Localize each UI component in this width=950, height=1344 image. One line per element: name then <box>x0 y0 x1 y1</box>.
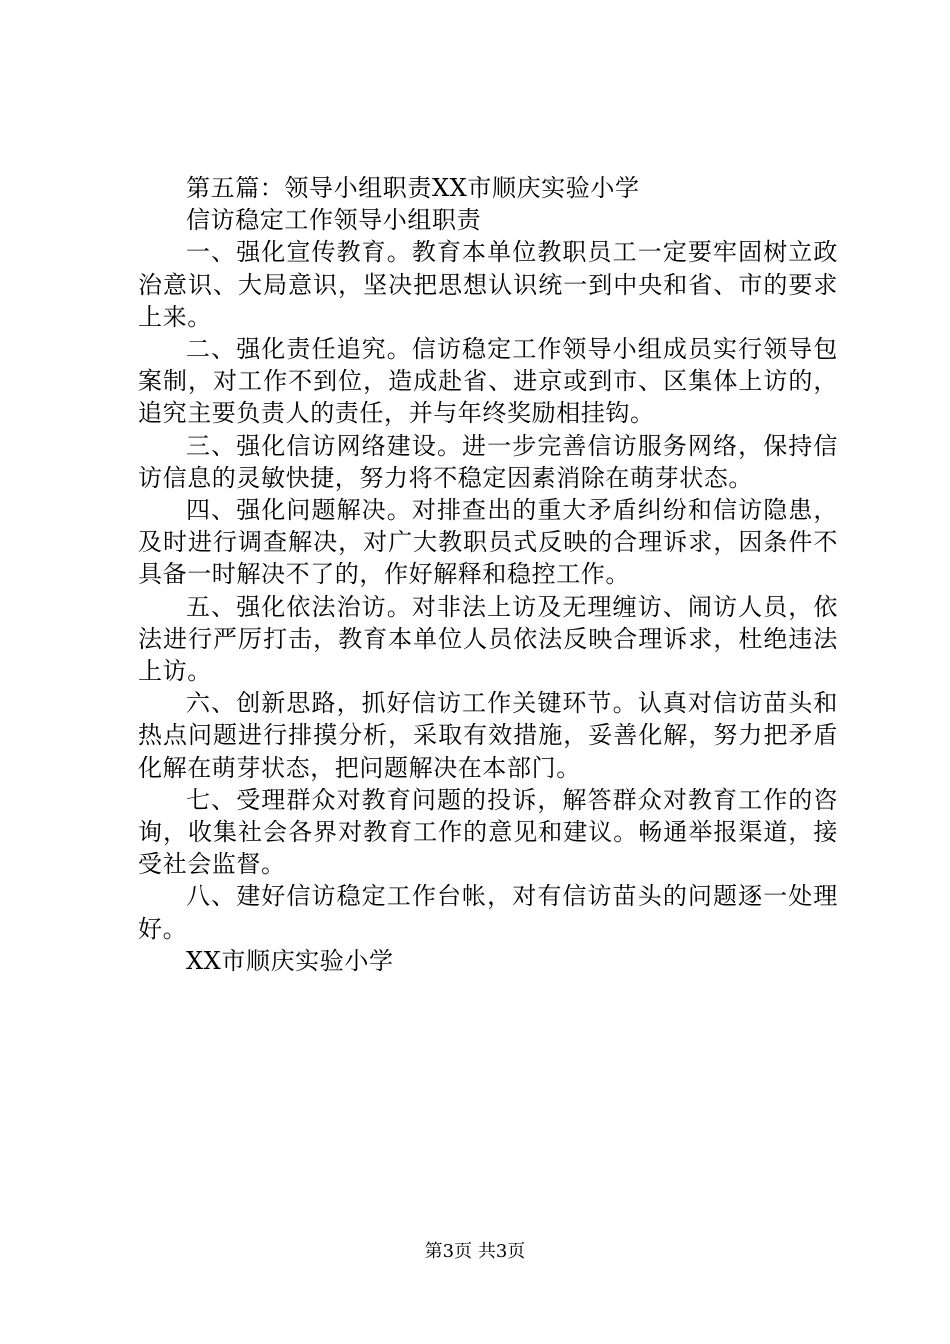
paragraph-6: 六、创新思路，抓好信访工作关键环节。认真对信访苗头和热点问题进行排摸分析，采取有效措施，妥善化解，努力把矛盾化解在萌芽状态，把问题解决在本部门。 <box>138 689 838 782</box>
signature-line: XX市顺庆实验小学 <box>186 946 394 975</box>
document-body <box>138 172 838 977</box>
paragraph-2: 二、强化责任追究。信访稳定工作领导小组成员实行领导包案制，对工作不到位，造成赴省、进京或到市、区集体上访的，追究主要负责人的责任，并与年终奖励相挂钩。 <box>138 335 838 428</box>
paragraph-3: 三、强化信访网络建设。进一步完善信访服务网络，保持信访信息的灵敏快捷，努力将不稳定因素消除在萌芽状态。 <box>138 431 838 492</box>
paragraph-8: 八、建好信访稳定工作台帐，对有信访苗头的问题逐一处理好。 <box>138 882 838 943</box>
paragraph-4: 四、强化问题解决。对排查出的重大矛盾纠纷和信访隐患，及时进行调查解决，对广大教职员式反映的合理诉求，因条件不具备一时解决不了的，作好解释和稳控工作。 <box>138 496 838 589</box>
paragraph-7: 七、受理群众对教育问题的投诉，解答群众对教育工作的咨询，收集社会各界对教育工作的意见和建议。畅通举报渠道，接受社会监督。 <box>138 785 838 879</box>
paragraph-1: 一、强化宣传教育。教育本单位教职员工一定要牢固树立政治意识、大局意识，坚决把思想认识统一到中央和省、市的要求上来。 <box>138 238 838 331</box>
section-title: 第五篇：领导小组职责XX市顺庆实验小学 <box>186 174 640 202</box>
page-footer: 第3页 共3页 <box>424 1241 526 1262</box>
paragraph-5: 五、强化依法治访。对非法上访及无理缠访、闹访人员，依法进行严厉打击，教育本单位人员依法反映合理诉求，杜绝违法上访。 <box>138 592 838 686</box>
section-subtitle: 信访稳定工作领导小组职责 <box>186 206 482 235</box>
